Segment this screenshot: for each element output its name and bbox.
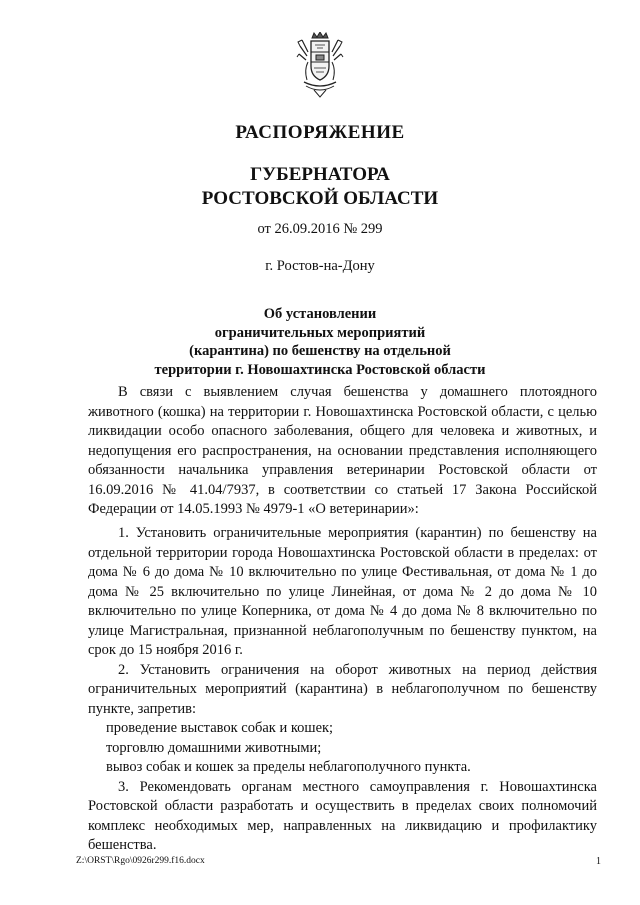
ban-item-2: торговлю домашними животными; — [106, 739, 322, 756]
point-2: 2. Установить ограничения на оборот животных на период действия ограничительных мероприятий (карантина) в неблагополучном по бешенству пункте, запретив: — [88, 661, 597, 717]
page-number: 1 — [596, 856, 601, 867]
preamble-paragraph: В связи с выявлением случая бешенства у домашнего плотоядного животного (кошка) на территории г. Новошахтинска Ростовской области, с целью ликвидации особо опасного заболевания, общего для человека и животных, и недопущения его распространения, на основании представления исполняющего обязанности начальника управления ветеринарии Ростовской области от 16.09.2016 № 41.04/7937, в соответствии со статьей 17 Закона Российской Федерации от 14.05.1993 № 4979-1 «О ветеринарии»: — [88, 384, 597, 517]
coat-of-arms-icon — [296, 32, 344, 98]
ban-item-1: проведение выставок собак и кошек; — [106, 720, 334, 736]
subject-line-2: ограничительных мероприятий — [214, 324, 426, 341]
point-3: 3. Рекомендовать органам местного самоуправления г. Новошахтинска Ростовской области разработать и осуществить в пределах своих полномочий комплекс необходимых мер, направленных на ликвидацию и профилактику бешенства. — [88, 778, 597, 853]
point-1: 1. Установить ограничительные мероприятия (карантин) по бешенству на отдельной территории города Новошахтинска Ростовской области в пределах: от дома № 6 до дома № 10 включительно по улице Фестивальная, от дома № 1 до дома № 25 включительно по улице Линейная, от дома № 2 до дома № 10 включительно по улице Коперника, от дома № 4 до дома № 8 включительно по улице Магистральная, признанной неблагополучным по бешенству пунктом, на срок до 15 ноября 2016 г. — [88, 525, 597, 658]
subject-line-4: территории г. Новошахтинска Ростовской области — [154, 361, 486, 378]
authority-line-1: ГУБЕРНАТОРА — [250, 164, 390, 185]
footer-file-path: Z:\ORST\Rgo\0926r299.f16.docx — [76, 856, 205, 866]
date-and-number: от 26.09.2016 № 299 — [257, 221, 383, 237]
authority-line-2: РОСТОВСКОЙ ОБЛАСТИ — [201, 188, 439, 209]
issuing-authority — [0, 163, 640, 211]
city: г. Ростов-на-Дону — [265, 258, 375, 274]
document-type: РАСПОРЯЖЕНИЕ — [235, 122, 405, 143]
subject-line-1: Об установлении — [263, 306, 377, 322]
subject-line-3: (карантина) по бешенству на отдельной — [189, 343, 451, 359]
document-subject — [0, 305, 640, 379]
preamble — [88, 383, 597, 520]
order-points — [88, 524, 597, 856]
ban-item-3: вывоз собак и кошек за пределы неблагополучного пункта. — [106, 759, 471, 775]
